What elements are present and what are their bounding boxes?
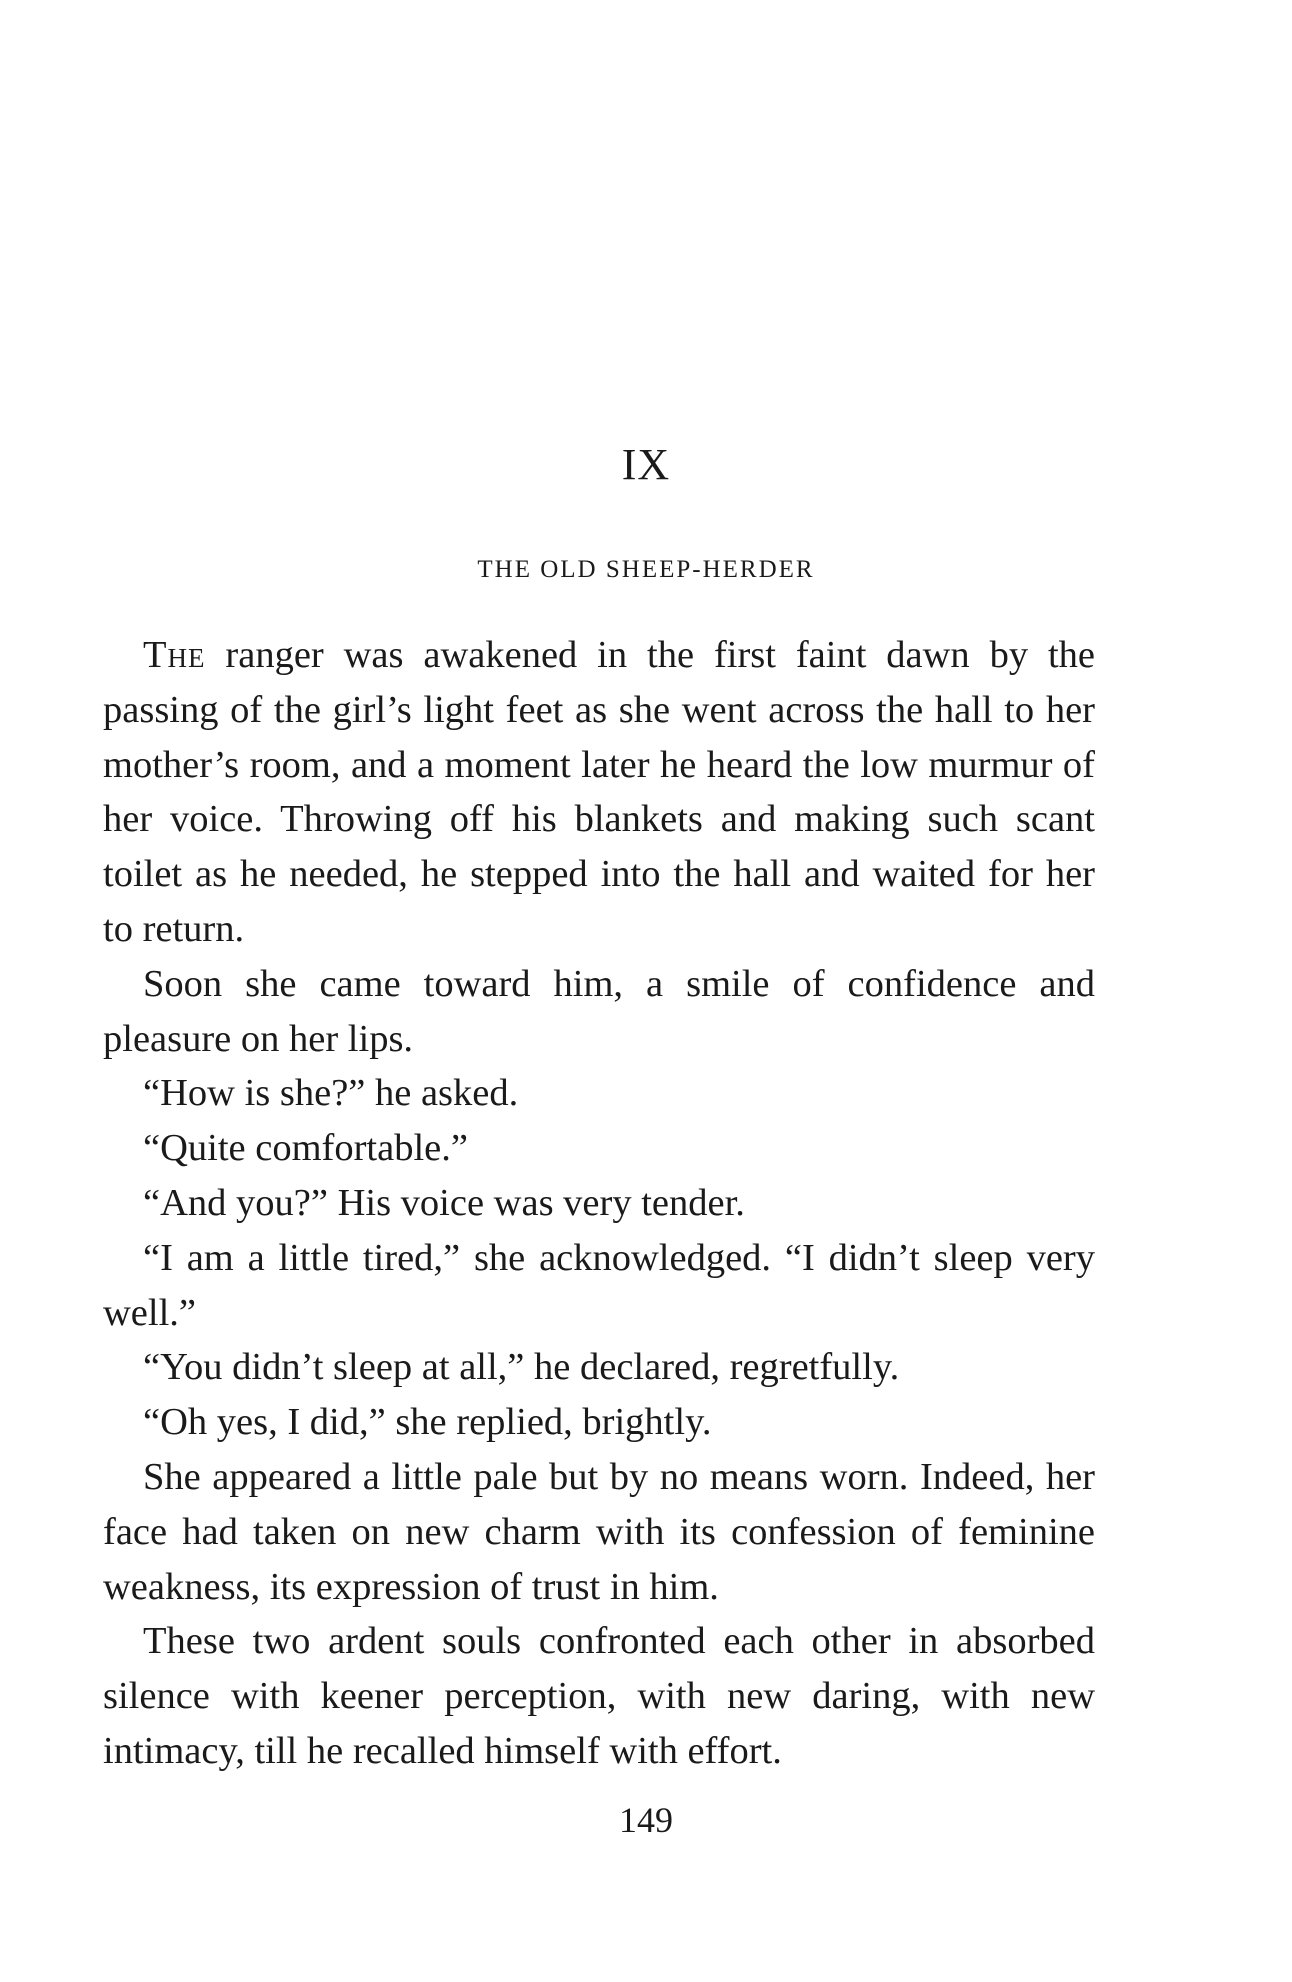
paragraph-9: She appeared a little pale but by no means worn. Indeed, her face had taken on new charm with its confession of feminine weakness, its expression of trust in him. <box>103 1455 1095 1608</box>
chapter-title: THE OLD SHEEP-HERDER <box>477 556 815 583</box>
paragraph-6: “I am a little tired,” she acknowledged. “I didn’t sleep very well.” <box>103 1236 1095 1334</box>
paragraph-1-text: ranger was awakened in the first faint dawn by the passing of the girl’s light feet as she went across the hall to her mother’s room, and a moment later he heard the low murmur of her voice. Throwing off his blankets and making such scant toilet as he needed, he stepped into the hall and waited for her to return. <box>103 634 1095 950</box>
paragraph-10: These two ardent souls confronted each other in absorbed silence with keener perception, with new daring, with new intimacy, till he recalled himself with effort. <box>103 1620 1095 1772</box>
paragraph-1 <box>103 628 1095 957</box>
paragraph-1-lead: The <box>143 634 206 676</box>
paragraph-5: “And you?” His voice was very tender. <box>143 1181 745 1224</box>
chapter-number: IX <box>621 440 671 489</box>
paragraph-2: Soon she came toward him, a smile of confidence and pleasure on her lips. <box>103 962 1095 1060</box>
paragraph-4: “Quite comfortable.” <box>143 1127 468 1170</box>
paragraph-7: “You didn’t sleep at all,” he declared, regretfully. <box>143 1346 900 1389</box>
paragraph-3: “How is she?” he asked. <box>143 1072 519 1115</box>
body-text <box>103 628 1095 1779</box>
paragraph-8: “Oh yes, I did,” she replied, brightly. <box>143 1401 712 1444</box>
page-number: 149 <box>619 1800 673 1840</box>
